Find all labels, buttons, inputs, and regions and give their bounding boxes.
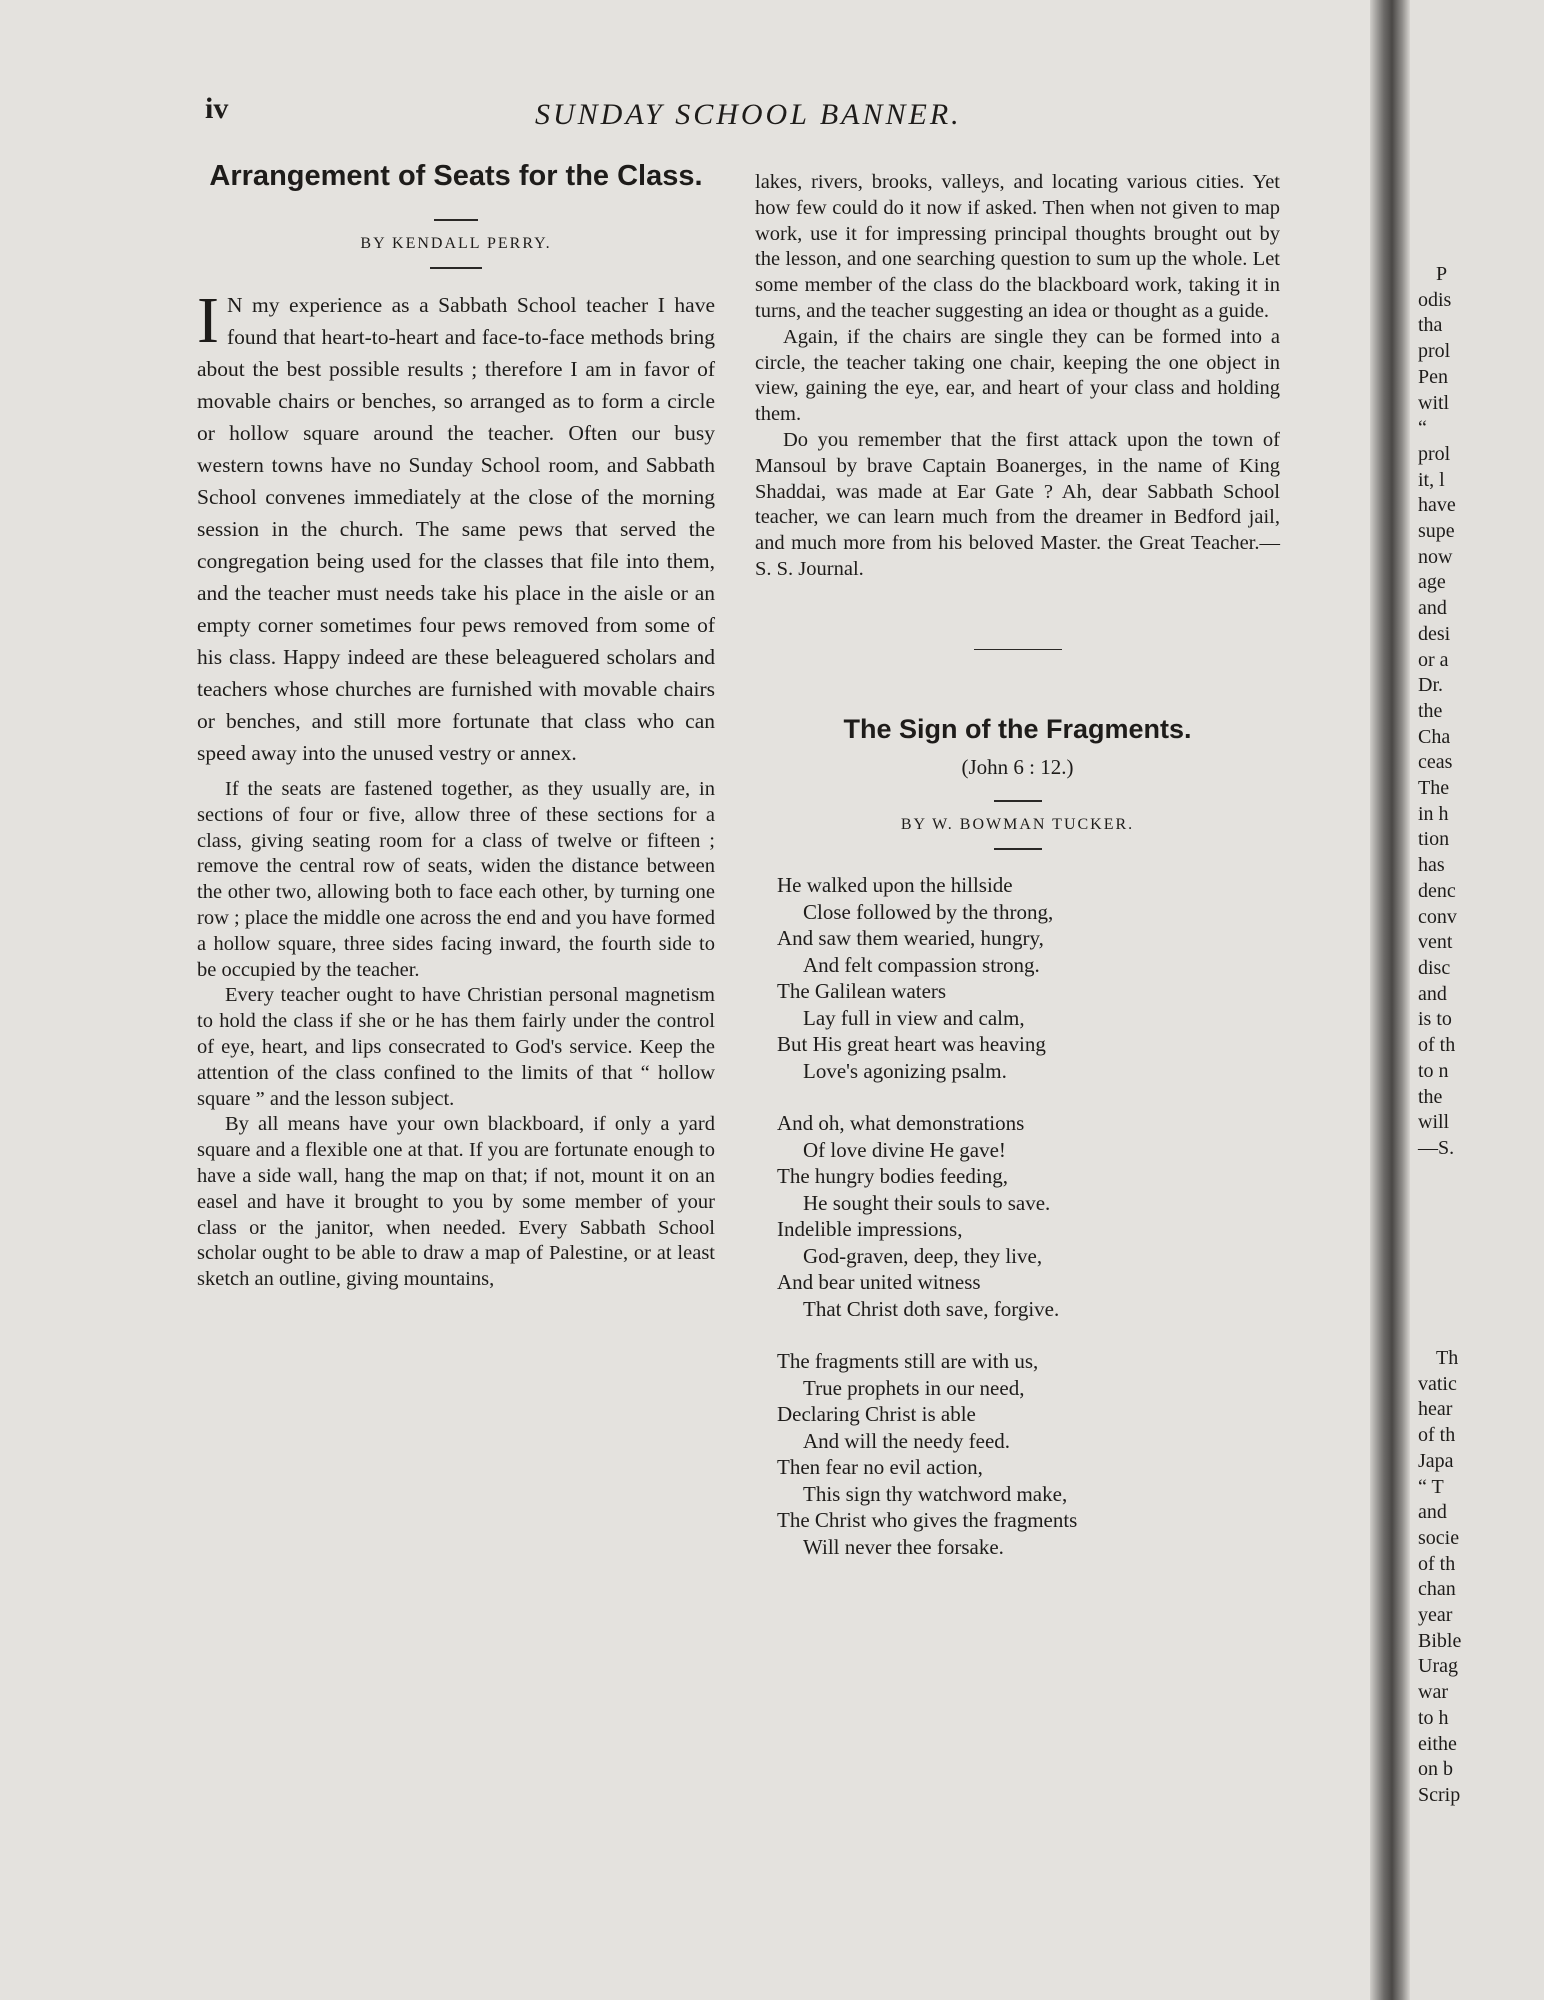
book-gutter	[1370, 0, 1410, 2000]
right-page-fragment-line: Pen	[1418, 365, 1448, 388]
right-page-fragment-line: vent	[1418, 931, 1453, 954]
right-page-fragment-line: hear	[1418, 1398, 1453, 1421]
right-page-fragment-line: of th	[1418, 1034, 1456, 1057]
right-page-fragment-line: The	[1418, 777, 1450, 800]
poem-line: That Christ doth save, forgive.	[803, 1296, 1060, 1321]
right-page-fragment-line: “ T	[1418, 1475, 1444, 1498]
right-page-fragment-line: denc	[1418, 879, 1456, 902]
poem-line: This sign thy watchword make,	[803, 1481, 1068, 1506]
right-page-fragment-line: tha	[1418, 314, 1443, 337]
right-page-fragment-line: has	[1418, 854, 1445, 877]
poem-body	[777, 872, 1280, 1560]
poem-byline-rule	[994, 848, 1042, 850]
poem-line: Close followed by the throng,	[803, 899, 1054, 924]
right-page-fragment-line: age	[1418, 571, 1446, 594]
poem-byline: BY W. BOWMAN TUCKER.	[900, 816, 1135, 834]
article-paragraph-4: By all means have your own blackboard, if only a yard square and a flexible one at that. If you are fortunate enough to have a side wall, hang the map on that; if not, mount it on an easel and have it brought to you by some member of your class or the janitor, when needed. Every Sabbath School scholar ought to be able to draw a map of Palestine, or at least sketch an outline, giving mountains,	[197, 1113, 715, 1291]
right-page-fragment-line: P	[1436, 263, 1448, 285]
right-page-fragment-line: Th	[1436, 1347, 1459, 1369]
right-page-edge	[1410, 0, 1544, 2000]
right-page-fragment-line: year	[1418, 1604, 1453, 1627]
poem-line: And will the needy feed.	[803, 1428, 1011, 1453]
right-page-fragment-line: have	[1418, 494, 1456, 517]
right-page-fragment-line: Dr.	[1418, 674, 1443, 697]
right-page-fragment-line: in h	[1418, 802, 1449, 825]
poem-line: Declaring Christ is able	[777, 1402, 976, 1427]
poem-stanza-1	[777, 872, 1280, 1084]
right-page-fragment-line: it, l	[1418, 468, 1445, 491]
poem-line: And oh, what demonstrations	[777, 1111, 1025, 1136]
page-folio: iv	[205, 92, 229, 125]
right-page-fragment-line: and	[1418, 1501, 1447, 1524]
right-page-fragment-line: the	[1418, 699, 1443, 722]
right-page-fragment-line: war	[1418, 1681, 1448, 1704]
poem-line: Of love divine He gave!	[803, 1137, 1006, 1162]
right-page-fragment-line: now	[1418, 545, 1453, 568]
poem-line: But His great heart was heaving	[777, 1032, 1046, 1057]
poem-line: Will never thee forsake.	[803, 1534, 1004, 1559]
right-page-fragment-line: prol	[1418, 340, 1451, 363]
right-page-fragment-line: will	[1418, 1111, 1450, 1134]
poem-line: And saw them wearied, hungry,	[777, 926, 1044, 951]
right-page-fragment-line: disc	[1418, 956, 1451, 979]
right-page-fragment-line: supe	[1418, 520, 1455, 543]
poem-line: True prophets in our need,	[803, 1375, 1025, 1400]
right-page-fragment-line: prol	[1418, 442, 1451, 465]
right-page-fragment-line: of th	[1418, 1552, 1456, 1575]
right-page-fragment-line: Bible	[1418, 1629, 1462, 1652]
poem-line: Love's agonizing psalm.	[803, 1058, 1007, 1083]
article-paragraph-2: If the seats are fastened together, as they usually are, in sections of four or five, allow three of these sections for a class, giving seating room for a class of twelve or fifteen ; remove the central row of seats, widen the distance between the other two, allowing both to face each other, by turning one row ; place the middle one across the end and you have formed a hollow square, three sides facing inward, the fourth side to be occupied by the teacher.	[197, 778, 716, 981]
right-page-fragment-line: Cha	[1418, 725, 1451, 748]
right-page-fragment-line: conv	[1418, 905, 1457, 928]
right-page-fragment-line: to n	[1418, 1059, 1449, 1082]
poem-title-rule	[994, 800, 1042, 802]
right-page-fragment-line: or a	[1418, 648, 1449, 671]
article-paragraph-6: Do you remember that the first attack upon the town of Mansoul by brave Captain Boanerges, in the name of King Shaddai, was made at Ear Gate ? Ah, dear Sabbath School teacher, we can learn much from the dreamer in Bedford jail, and much more from his beloved Master. the Great Teacher.—S. S. Journal.	[755, 428, 1280, 580]
drop-cap: I	[197, 284, 219, 357]
right-page-fragment-line: and	[1418, 597, 1447, 620]
right-page-fragment-line: chan	[1418, 1578, 1456, 1601]
right-page-fragment-line: odis	[1418, 288, 1452, 311]
right-page-fragment-line: vatic	[1418, 1372, 1457, 1395]
poem-line: Indelible impressions,	[777, 1217, 963, 1242]
column-left	[197, 160, 715, 1293]
article-paragraph-4-continued: lakes, rivers, brooks, valleys, and locating various cities. Yet how few could do it now if asked. Then when not given to map work, use it for impressing principal thoughts brought out by the lesson, and one searching question to sum up the whole. Let some member of the class do the blackboard work, taking it in turns, and the teacher suggesting an idea or thought as a guide.	[755, 171, 1280, 322]
poem-line: The fragments still are with us,	[777, 1349, 1039, 1374]
section-divider	[974, 649, 1062, 651]
poem-line: Lay full in view and calm,	[803, 1005, 1025, 1030]
article-title: Arrangement of Seats for the Class.	[209, 160, 703, 192]
right-page-fragment-line: —S.	[1418, 1136, 1455, 1159]
right-page-fragment-line: and	[1418, 982, 1447, 1005]
poem-line: And felt compassion strong.	[803, 952, 1040, 977]
poem-line: The Christ who gives the fragments	[777, 1508, 1078, 1533]
right-page-fragment-line: witl	[1418, 391, 1450, 414]
right-page-fragment-line: to h	[1418, 1706, 1449, 1729]
poem-line: He walked upon the hillside	[777, 873, 1013, 898]
right-page-fragment-line: Scrip	[1418, 1783, 1461, 1806]
right-page-fragment-line: desi	[1418, 622, 1451, 645]
poem-stanza-3	[777, 1348, 1280, 1560]
right-page-fragment-line: eithe	[1418, 1732, 1457, 1755]
byline-rule	[430, 267, 482, 269]
poem-line: The Galilean waters	[777, 979, 947, 1004]
article-byline: BY KENDALL PERRY.	[360, 235, 552, 252]
poem-line: God-graven, deep, they live,	[803, 1243, 1043, 1268]
poem-stanza-2	[777, 1110, 1280, 1322]
right-page-fragment-line: is to	[1418, 1008, 1452, 1031]
right-page-fragment-line: “	[1418, 417, 1427, 440]
poem-line: Then fear no evil action,	[777, 1455, 983, 1480]
poem-reference: (John 6 : 12.)	[961, 755, 1074, 780]
right-page-fragment-line: Japa	[1418, 1449, 1454, 1472]
article-paragraph-1: I N my experience as a Sabbath School teacher I have found that heart-to-heart and face-to-face methods bring about the best possible results ; therefore I am in favor of movable chairs or benches, so arranged as to form a circle or hollow square around the teacher. Often our busy western towns have no Sunday School room, and Sabbath School convenes immediately at the close of the morning session in the church. The same pews that served the congregation being used for the classes that file into them, and the teacher must needs take his place in the aisle or an empty corner sometimes four pews removed from some of his class. Happy indeed are these beleaguered scholars and teachers whose churches are furnished with movable chairs or benches, and still more fortunate that class who can speed away into the unused vestry or annex.	[197, 284, 715, 765]
right-page-fragment-line: the	[1418, 1085, 1443, 1108]
right-page-fragment-block-2	[1418, 1346, 1461, 1809]
right-page-fragment-line: Urag	[1418, 1655, 1458, 1678]
poem-title: The Sign of the Fragments.	[843, 714, 1192, 745]
right-page-fragment-line: on b	[1418, 1758, 1453, 1781]
right-page-fragment-block-1	[1418, 262, 1457, 1162]
title-rule	[434, 219, 478, 221]
running-title: SUNDAY SCHOOL BANNER.	[535, 98, 962, 131]
poem-line: And bear united witness	[777, 1270, 981, 1295]
right-page-fragment-line: socie	[1418, 1526, 1460, 1549]
article-paragraph-3: Every teacher ought to have Christian personal magnetism to hold the class if she or he has them fairly under the control of eye, heart, and lips consecrated to God's service. Keep the attention of the class confined to the limits of that “ hollow square ” and the lesson subject.	[197, 984, 715, 1110]
right-page-fragment-line: of th	[1418, 1424, 1456, 1447]
column-right	[755, 170, 1280, 1586]
article-paragraph-5: Again, if the chairs are single they can be formed into a circle, the teacher taking one chair, keeping the one object in view, gaining the eye, ear, and heart of your class and holding them.	[755, 325, 1280, 426]
poem-line: He sought their souls to save.	[803, 1190, 1051, 1215]
right-page-fragment-line: ceas	[1418, 751, 1453, 774]
poem-line: The hungry bodies feeding,	[777, 1164, 1008, 1189]
right-page-fragment-line: tion	[1418, 828, 1450, 851]
